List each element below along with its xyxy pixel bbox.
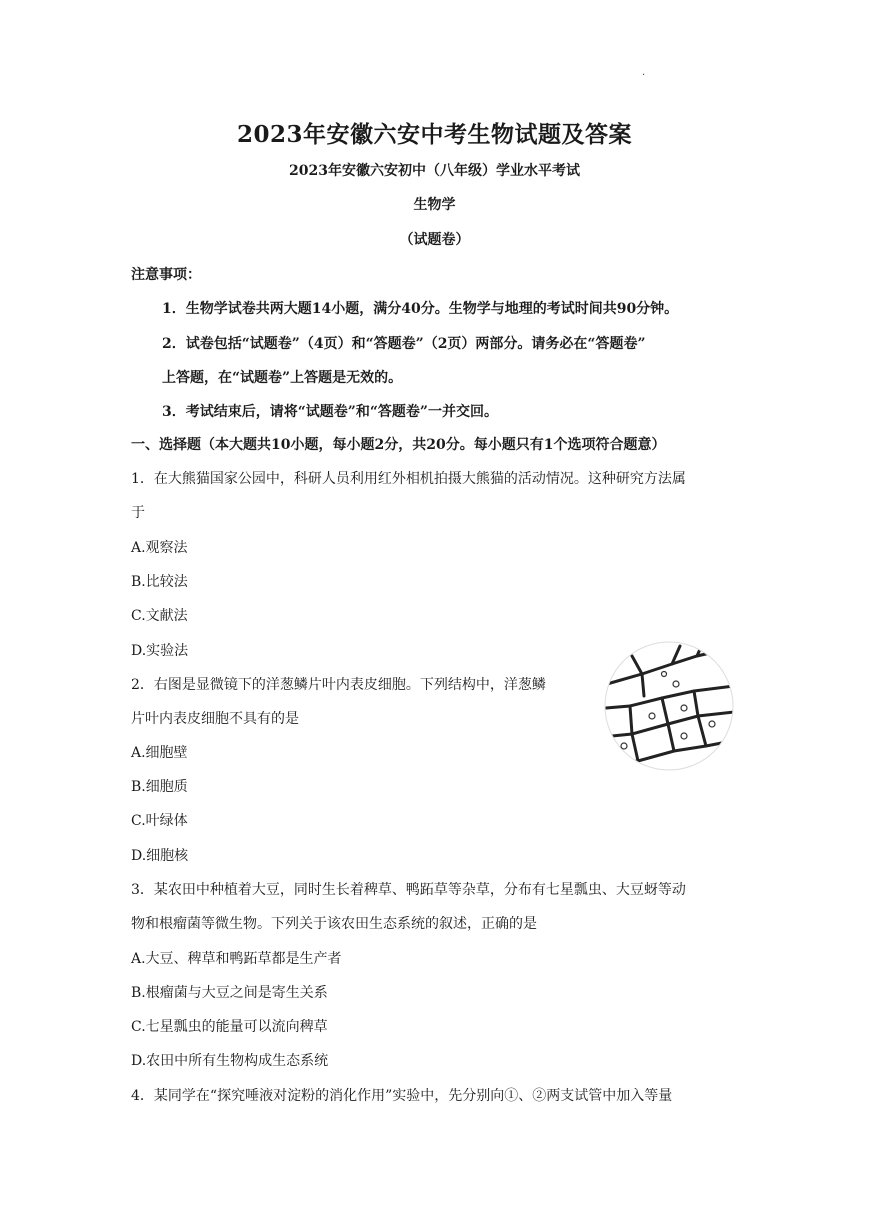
document-title: 2023年安徽六安中考生物试题及答案	[236, 121, 632, 148]
q1-option-b: B.比较法	[131, 574, 188, 590]
notice-item-2-cont: 上答题，在“试题卷”上答题是无效的。	[162, 370, 403, 386]
section-heading: 一、选择题（本大题共10小题，每小题2分，共20分。每小题只有1个选项符合题意）	[131, 437, 666, 453]
q2-option-c: C.叶绿体	[131, 813, 188, 829]
q3-stem-line1: 3．某农田中种植着大豆，同时生长着稗草、鸭跖草等杂草，分布有七星瓢虫、大豆蚜等动	[131, 882, 686, 898]
corner-dot: ·	[642, 70, 646, 81]
notice-item-2: 2．试卷包括“试题卷”（4页）和“答题卷”（2页）两部分。请务必在“答题卷”	[162, 336, 646, 352]
q1-option-c: C.文献法	[131, 608, 188, 624]
q1-stem-line1: 1．在大熊猫国家公园中，科研人员利用红外相机拍摄大熊猫的活动情况。这种研究方法属	[131, 471, 686, 487]
q4-stem-line1: 4．某同学在“探究唾液对淀粉的消化作用”实验中，先分别向①、②两支试管中加入等量	[131, 1088, 673, 1104]
q2-option-b: B.细胞质	[131, 779, 188, 795]
q2-option-d: D.细胞核	[131, 848, 189, 864]
q3-option-b: B.根瘤菌与大豆之间是寄生关系	[131, 985, 328, 1001]
q2-option-a: A.细胞壁	[131, 745, 188, 761]
q3-option-d: D.农田中所有生物构成生态系统	[131, 1053, 329, 1069]
q3-stem-line2: 物和根瘤菌等微生物。下列关于该农田生态系统的叙述，正确的是	[131, 916, 537, 932]
q3-option-c: C.七星瓢虫的能量可以流向稗草	[131, 1019, 328, 1035]
q1-option-d: D.实验法	[131, 643, 189, 659]
q1-option-a: A.观察法	[131, 540, 188, 556]
q3-option-a: A.大豆、稗草和鸭跖草都是生产者	[131, 951, 342, 967]
onion-cell-micrograph	[602, 636, 737, 776]
exam-subtitle: 2023年安徽六安初中（八年级）学业水平考试	[289, 163, 580, 179]
notice-item-3: 3．考试结束后，请将“试题卷”和“答题卷”一并交回。	[162, 404, 498, 420]
q2-stem-line1: 2．右图是显微镜下的洋葱鳞片叶内表皮细胞。下列结构中，洋葱鳞	[131, 677, 546, 693]
q2-stem-line2: 片叶内表皮细胞不具有的是	[131, 711, 299, 727]
notice-heading: 注意事项：	[131, 267, 201, 283]
q1-stem-line2: 于	[131, 505, 145, 521]
notice-item-1: 1．生物学试卷共两大题14小题，满分40分。生物学与地理的考试时间共90分钟。	[162, 301, 679, 317]
paper-type: （试题卷）	[399, 232, 470, 248]
subject-name: 生物学	[413, 197, 456, 213]
